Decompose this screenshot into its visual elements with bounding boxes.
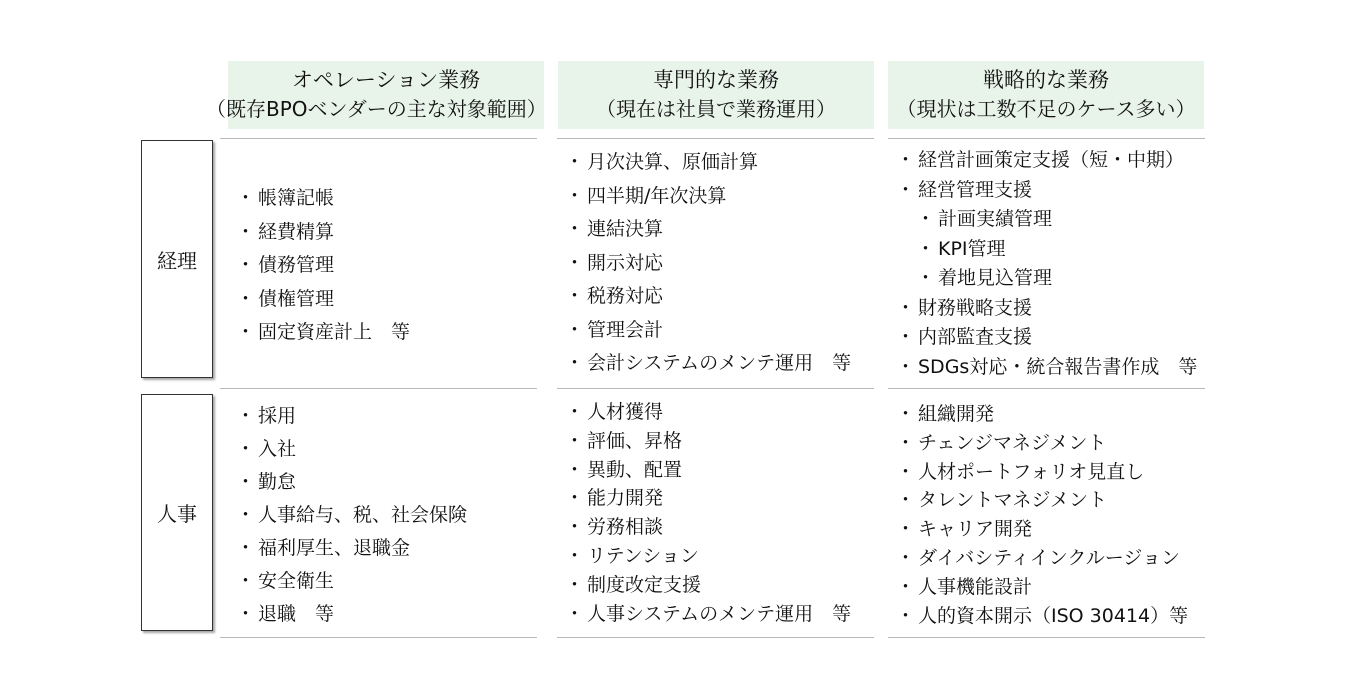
list-item: ・ SDGs対応・統合報告書作成 等 <box>896 353 1197 383</box>
list-item: ・ 労務相談 <box>565 513 851 542</box>
list-item: ・ 人材ポートフォリオ見直し <box>896 458 1188 487</box>
list-item: ・ 内部監査支援 <box>896 323 1197 353</box>
cell-hr-strategic <box>896 400 1188 630</box>
row-label-hr: 人事 <box>141 394 213 631</box>
list-item: ・ 異動、配置 <box>565 456 851 485</box>
column-subtitle: （現在は社員で業務運用） <box>596 97 836 122</box>
column-header-specialist <box>558 61 874 129</box>
list-item: ・ 月次決算、原価計算 <box>565 146 851 180</box>
list-item: ・ タレントマネジメント <box>896 486 1188 515</box>
list-item: ・ 安全衛生 <box>236 565 467 598</box>
list-item: ・ 制度改定支援 <box>565 571 851 600</box>
list-item: ・ 勤怠 <box>236 466 467 499</box>
column-title: 戦略的な業務 <box>983 68 1109 92</box>
divider-mid-1 <box>220 388 537 389</box>
column-header-operation <box>206 61 547 129</box>
list-item: ・ 管理会計 <box>565 314 851 348</box>
list-item: ・ チェンジマネジメント <box>896 429 1188 458</box>
column-title: オペレーション業務 <box>291 68 481 92</box>
list-item: ・ 経費精算 <box>236 216 410 250</box>
list-item: ・ 評価、昇格 <box>565 427 851 456</box>
list-item: ・ 経営計画策定支援（短・中期） <box>896 146 1197 176</box>
list-item: ・ 入社 <box>236 433 467 466</box>
list-item: ・ キャリア開発 <box>896 515 1188 544</box>
list-item: ・ 帳簿記帳 <box>236 182 410 216</box>
list-item: ・ 能力開発 <box>565 484 851 513</box>
list-item: ・ リテンション <box>565 542 851 571</box>
column-header-strategic <box>888 61 1204 129</box>
list-item: ・ 人事機能設計 <box>896 573 1188 602</box>
cell-accounting-operation <box>236 182 410 350</box>
row-label-accounting: 経理 <box>141 140 213 378</box>
list-item: ・ 連結決算 <box>565 213 851 247</box>
list-item: ・ 会計システムのメンテ運用 等 <box>565 347 851 381</box>
cell-hr-operation <box>236 400 467 631</box>
divider-top-3 <box>888 138 1205 139</box>
list-item: ・ 開示対応 <box>565 247 851 281</box>
divider-bottom-2 <box>557 637 874 638</box>
column-subtitle: （既存BPOベンダーの主な対象範囲） <box>206 97 547 122</box>
list-item: ・ 福利厚生、退職金 <box>236 532 467 565</box>
divider-bottom-1 <box>220 637 537 638</box>
column-subtitle: （現状は工数不足のケース多い） <box>896 97 1196 122</box>
cell-hr-specialist <box>565 398 851 628</box>
list-item: ・ 退職 等 <box>236 598 467 631</box>
list-sub-item: ・ 計画実績管理 <box>896 205 1197 235</box>
list-item: ・ 人事システムのメンテ運用 等 <box>565 600 851 629</box>
list-item: ・ 債権管理 <box>236 283 410 317</box>
list-item: ・ 人事給与、税、社会保険 <box>236 499 467 532</box>
list-item: ・ 税務対応 <box>565 280 851 314</box>
list-item: ・ 財務戦略支援 <box>896 294 1197 324</box>
list-item: ・ 採用 <box>236 400 467 433</box>
list-sub-item: ・ KPI管理 <box>896 235 1197 265</box>
divider-bottom-3 <box>888 637 1205 638</box>
divider-mid-3 <box>888 388 1205 389</box>
column-title: 専門的な業務 <box>653 68 779 92</box>
cell-accounting-specialist <box>565 146 851 381</box>
list-item: ・ 経営管理支援 <box>896 176 1197 206</box>
divider-mid-2 <box>557 388 874 389</box>
list-item: ・ 債務管理 <box>236 249 410 283</box>
divider-top-1 <box>220 138 537 139</box>
list-sub-item: ・ 着地見込管理 <box>896 264 1197 294</box>
list-item: ・ 四半期/年次決算 <box>565 180 851 214</box>
list-item: ・ 組織開発 <box>896 400 1188 429</box>
list-item: ・ ダイバシティインクルージョン <box>896 544 1188 573</box>
list-item: ・ 固定資産計上 等 <box>236 316 410 350</box>
divider-top-2 <box>557 138 874 139</box>
list-item: ・ 人材獲得 <box>565 398 851 427</box>
cell-accounting-strategic <box>896 146 1197 382</box>
list-item: ・ 人的資本開示（ISO 30414）等 <box>896 602 1188 631</box>
